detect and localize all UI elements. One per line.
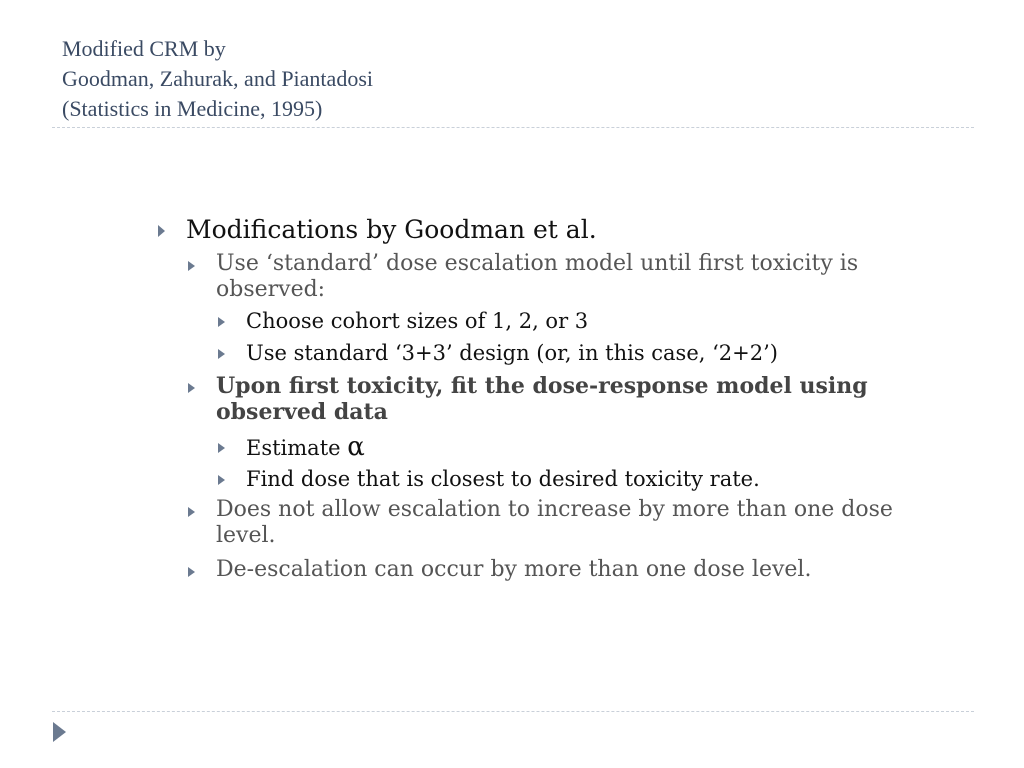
bullet-text: Modifications by Goodman et al.	[186, 215, 597, 244]
bullet-arrow-icon	[218, 349, 225, 359]
bullet-item	[184, 251, 914, 303]
bullet-text: Does not allow escalation to increase by more than one dose level.	[216, 497, 893, 548]
play-icon[interactable]	[53, 722, 66, 742]
title-divider	[52, 127, 974, 128]
bullet-item	[184, 497, 914, 549]
bullet-text: Upon first toxicity, fit the dose-response model using observed data	[216, 373, 868, 425]
bullet-arrow-icon	[218, 317, 225, 327]
bullet-text: Find dose that is closest to desired toxicity rate.	[246, 467, 760, 491]
bullet-arrow-icon	[218, 443, 225, 453]
bullet-text: Use standard ‘3+3’ design (or, in this case, ‘2+2’)	[246, 341, 778, 365]
bullet-arrow-icon	[158, 225, 165, 237]
bullet-list	[154, 213, 914, 583]
bullet-arrow-icon	[218, 475, 225, 485]
title-line: (Statistics in Medicine, 1995)	[62, 96, 323, 121]
bullet-item	[215, 307, 914, 335]
bullet-item	[215, 433, 914, 462]
bullet-arrow-icon	[188, 383, 195, 393]
title-line: Modified CRM by	[62, 36, 226, 61]
bullet-text-label: Estimate	[246, 436, 341, 460]
bullet-text: De-escalation can occur by more than one dose level.	[216, 557, 812, 582]
bullet-arrow-icon	[188, 261, 195, 271]
slide-title	[62, 34, 962, 124]
footer-divider	[52, 711, 974, 712]
alpha-symbol: α	[347, 432, 365, 462]
bullet-arrow-icon	[188, 567, 195, 577]
bullet-item	[215, 339, 914, 367]
bullet-arrow-icon	[188, 507, 195, 517]
bullet-item	[154, 213, 914, 247]
bullet-item	[215, 465, 914, 493]
bullet-item	[184, 373, 914, 425]
bullet-text	[246, 433, 914, 462]
bullet-text: Choose cohort sizes of 1, 2, or 3	[246, 309, 589, 333]
bullet-item	[184, 557, 914, 583]
title-line: Goodman, Zahurak, and Piantadosi	[62, 66, 373, 91]
bullet-text: Use ‘standard’ dose escalation model until first toxicity is observed:	[216, 251, 859, 302]
